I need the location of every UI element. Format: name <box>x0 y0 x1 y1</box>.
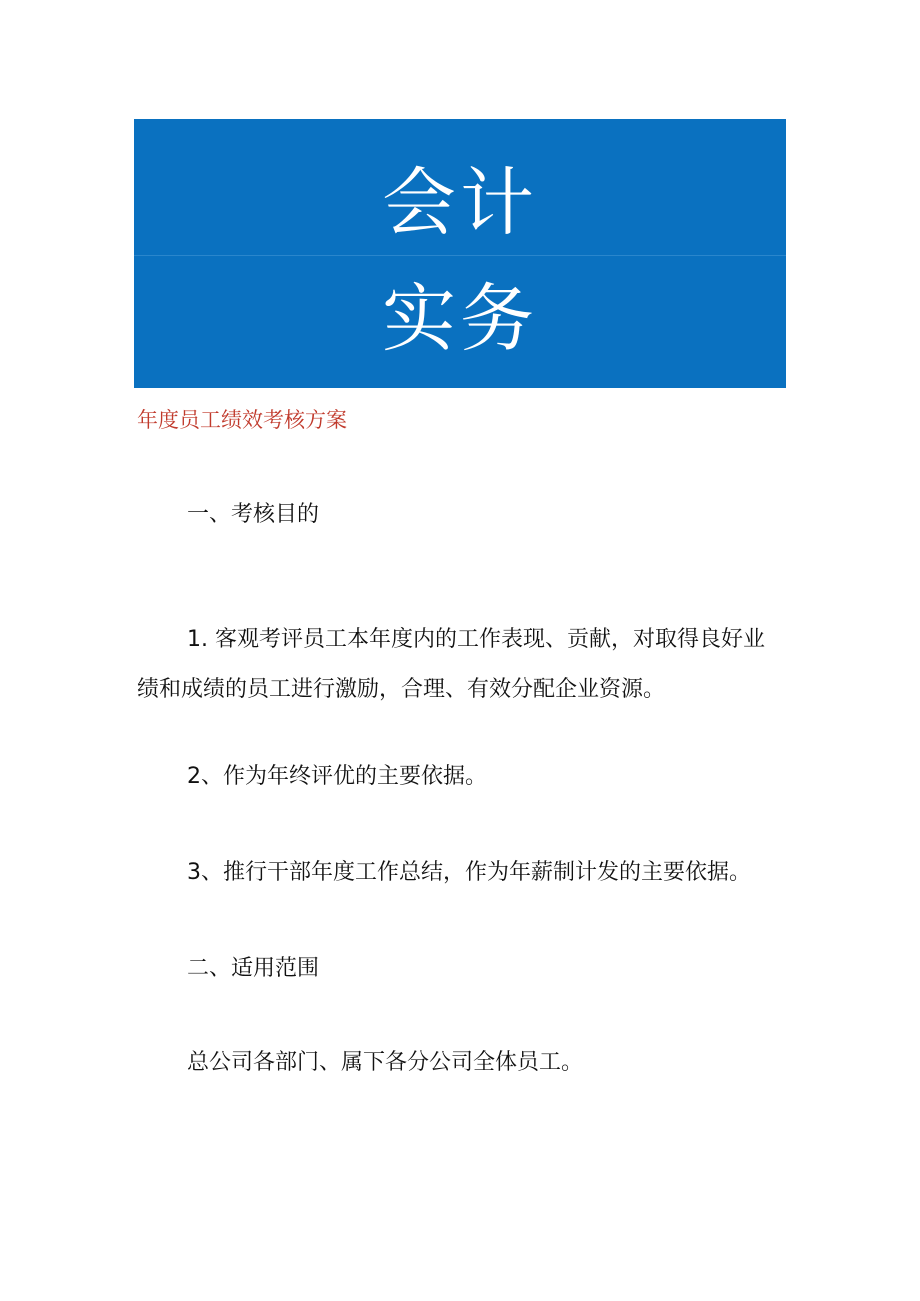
section-heading-purpose <box>137 500 777 530</box>
paragraph-3 <box>137 858 777 888</box>
paragraph-text: 总公司各部门、属下各分公司全体员工。 <box>187 1050 584 1075</box>
banner-title-line2: 实务 <box>382 276 538 362</box>
paragraph-2 <box>137 762 777 792</box>
section-heading-scope <box>137 954 777 984</box>
paragraph-text: 3、推行干部年度工作总结，作为年薪制计发的主要依据。 <box>187 860 751 885</box>
paragraph-text: 2、作为年终评优的主要依据。 <box>187 764 487 789</box>
banner-title-line1: 会计 <box>382 160 538 246</box>
section-heading-text: 一、考核目的 <box>187 502 320 527</box>
section-heading-text: 二、适用范围 <box>187 956 320 981</box>
paragraph-4 <box>137 1048 777 1078</box>
paragraph-1: 1. 客观考评员工本年度内的工作表现、贡献，对取得良好业绩和成绩的员工进行激励，合理、有效分配企业资源。 <box>137 627 765 702</box>
banner-divider <box>134 255 786 256</box>
document-title: 年度员工绩效考核方案 <box>137 408 347 432</box>
